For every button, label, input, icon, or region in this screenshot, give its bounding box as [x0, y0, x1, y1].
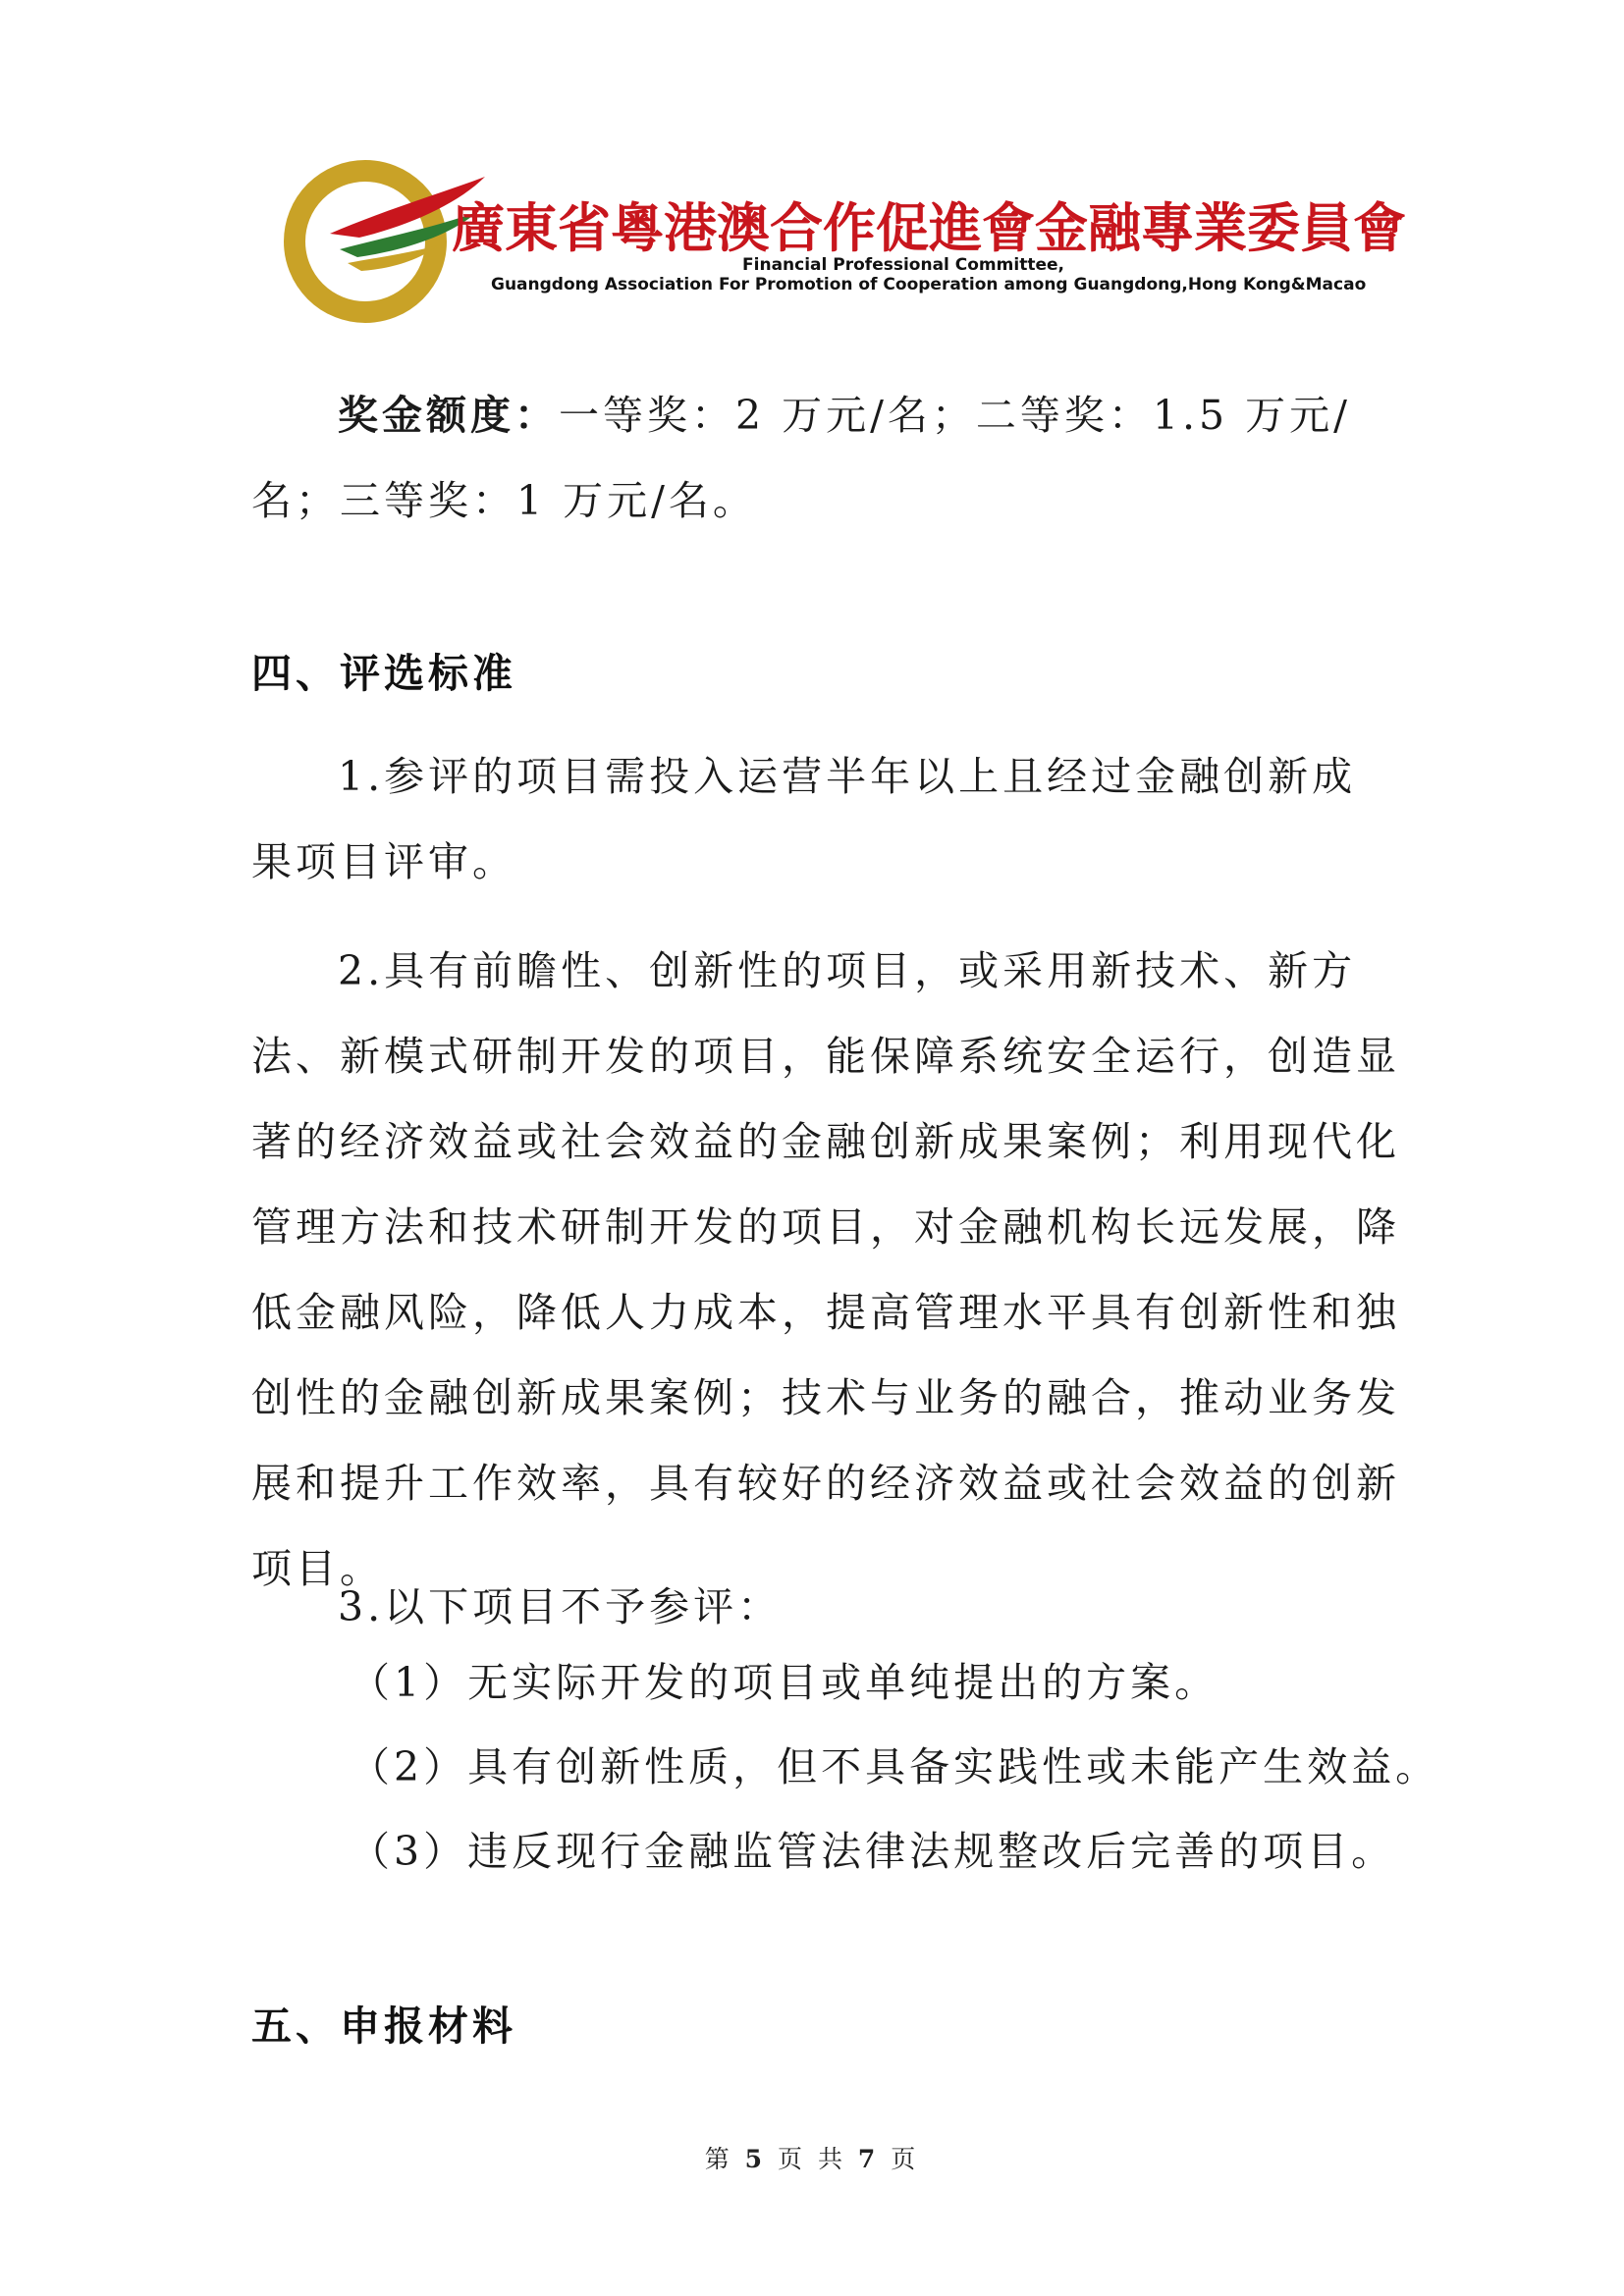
footer-prefix: 第 — [704, 2145, 733, 2173]
criteria-item-1: 1.参评的项目需投入运营半年以上且经过金融创新成果项目评审。 — [251, 753, 1357, 885]
exclusion-item-2: （2）具有创新性质，但不具备实践性或未能产生效益。 — [350, 1743, 1440, 1790]
section-4-heading: 四、评选标准 — [251, 650, 516, 697]
footer-middle: 页 共 — [778, 2145, 846, 2173]
org-name-english-line2: Guangdong Association For Promotion of Cooperation among Guangdong,Hong Kong&Macao — [491, 275, 1367, 294]
prize-label: 奖金额度： — [338, 392, 559, 439]
section-5-heading: 五、申报材料 — [251, 2002, 516, 2050]
org-name-english-line1: Financial Professional Committee, — [742, 255, 1064, 275]
prize-paragraph — [251, 373, 1402, 544]
criteria-item-2: 2.具有前瞻性、创新性的项目，或采用新技术、新方法、新模式研制开发的项目，能保障系统安全运行，创造显著的经济效益或社会效益的金融创新成果案例；利用现代化管理方法和技术研制开发的项目，对金融机构长远发展，降低金融风险，降低人力成本，提高管理水平具有创新性和独创性的金融创新成果案例；技术与业务的融合，推动业务发展和提升工作效率，具有较好的经济效益或社会效益的创新项目。 — [251, 947, 1400, 1592]
page-footer — [0, 2140, 1624, 2175]
total-page-number: 7 — [857, 2145, 880, 2173]
current-page-number: 5 — [744, 2145, 767, 2173]
footer-suffix: 页 — [891, 2145, 920, 2173]
org-name-chinese: 廣東省粵港澳合作促進會金融專業委員會 — [452, 196, 1406, 259]
exclusion-item-3: （3）违反现行金融监管法律法规整改后完善的项目。 — [350, 1828, 1396, 1875]
criteria-item-3: 3.以下项目不予参评： — [338, 1583, 783, 1630]
exclusion-item-1: （1）无实际开发的项目或单纯提出的方案。 — [350, 1659, 1219, 1706]
prize-text: 一等奖：2 万元/名；二等奖：1.5 万元/名；三等奖：1 万元/名。 — [251, 392, 1351, 524]
